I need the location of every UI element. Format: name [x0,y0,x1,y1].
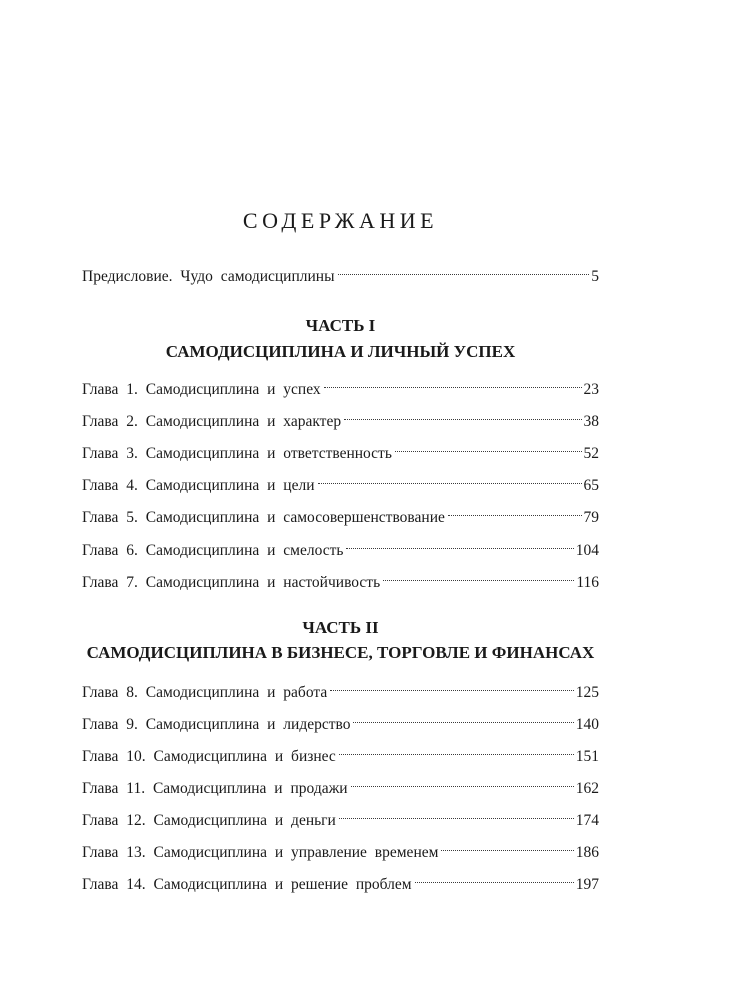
toc-entry-label: Глава 13. Самодисциплина и управление временем [82,844,439,861]
part-2-number: ЧАСТЬ II [302,618,379,637]
toc-entry-chapter-6[interactable] [82,533,599,559]
toc-entry-chapter-5[interactable] [82,500,599,526]
toc-page [82,0,599,1000]
toc-entry-page: 140 [575,716,599,733]
toc-entry-chapter-2[interactable] [82,404,599,430]
toc-entry-label: Глава 9. Самодисциплина и лидерство [82,716,351,733]
toc-entry-page: 65 [583,477,599,494]
toc-entry-label: Предисловие. Чудо самодисциплины [82,268,335,285]
dot-leader [318,468,582,490]
dot-leader [383,565,574,587]
dot-leader [344,404,581,426]
toc-entry-page: 79 [583,509,599,526]
dot-leader [339,739,574,761]
toc-entry-page: 174 [575,812,599,829]
toc-entry-label: Глава 6. Самодисциплина и смелость [82,542,344,559]
toc-entry-label: Глава 4. Самодисциплина и цели [82,477,315,494]
dot-leader [415,867,574,889]
dot-leader [330,675,574,697]
toc-entry-label: Глава 11. Самодисциплина и продажи [82,780,348,797]
toc-entry-page: 38 [583,413,599,430]
dot-leader [346,533,573,555]
toc-entry-preface[interactable] [82,259,599,285]
dot-leader [351,771,574,793]
dot-leader [395,436,582,458]
toc-entry-label: Глава 14. Самодисциплина и решение проблем [82,876,412,893]
toc-entry-chapter-13[interactable] [82,835,599,861]
toc-entry-page: 52 [583,445,599,462]
toc-entry-label: Глава 7. Самодисциплина и настойчивость [82,574,381,591]
toc-title: СОДЕРЖАНИЕ [242,208,439,233]
dot-leader [353,707,573,729]
toc-entry-page: 5 [591,268,599,285]
part-1-title: САМОДИСЦИПЛИНА И ЛИЧНЫЙ УСПЕХ [165,342,516,361]
toc-entry-page: 151 [575,748,599,765]
toc-entry-label: Глава 1. Самодисциплина и успех [82,381,321,398]
toc-entry-page: 186 [575,844,599,861]
toc-entry-label: Глава 10. Самодисциплина и бизнес [82,748,336,765]
toc-entry-chapter-7[interactable] [82,565,599,591]
toc-entry-chapter-9[interactable] [82,707,599,733]
dot-leader [441,835,573,857]
dot-leader [338,259,590,281]
toc-entry-label: Глава 8. Самодисциплина и работа [82,684,328,701]
toc-entry-chapter-3[interactable] [82,436,599,462]
dot-leader [324,372,582,394]
toc-entry-chapter-1[interactable] [82,372,599,398]
toc-entry-page: 125 [575,684,599,701]
toc-entry-label: Глава 5. Самодисциплина и самосовершенствование [82,509,445,526]
toc-entry-page: 197 [575,876,599,893]
dot-leader [448,500,582,522]
part-1-number: ЧАСТЬ I [305,316,376,335]
toc-entry-page: 23 [583,381,599,398]
toc-entry-chapter-8[interactable] [82,675,599,701]
toc-entry-label: Глава 3. Самодисциплина и ответственность [82,445,392,462]
toc-entry-chapter-10[interactable] [82,739,599,765]
toc-entry-chapter-12[interactable] [82,803,599,829]
dot-leader [339,803,574,825]
toc-entry-page: 104 [575,542,599,559]
part-2-title: САМОДИСЦИПЛИНА В БИЗНЕСЕ, ТОРГОВЛЕ И ФИНАНСАХ [86,643,595,662]
toc-entry-chapter-11[interactable] [82,771,599,797]
toc-entry-chapter-4[interactable] [82,468,599,494]
toc-entry-page: 162 [575,780,599,797]
toc-entry-label: Глава 2. Самодисциплина и характер [82,413,342,430]
toc-entry-chapter-14[interactable] [82,867,599,893]
toc-entry-label: Глава 12. Самодисциплина и деньги [82,812,336,829]
toc-entry-page: 116 [576,574,599,591]
